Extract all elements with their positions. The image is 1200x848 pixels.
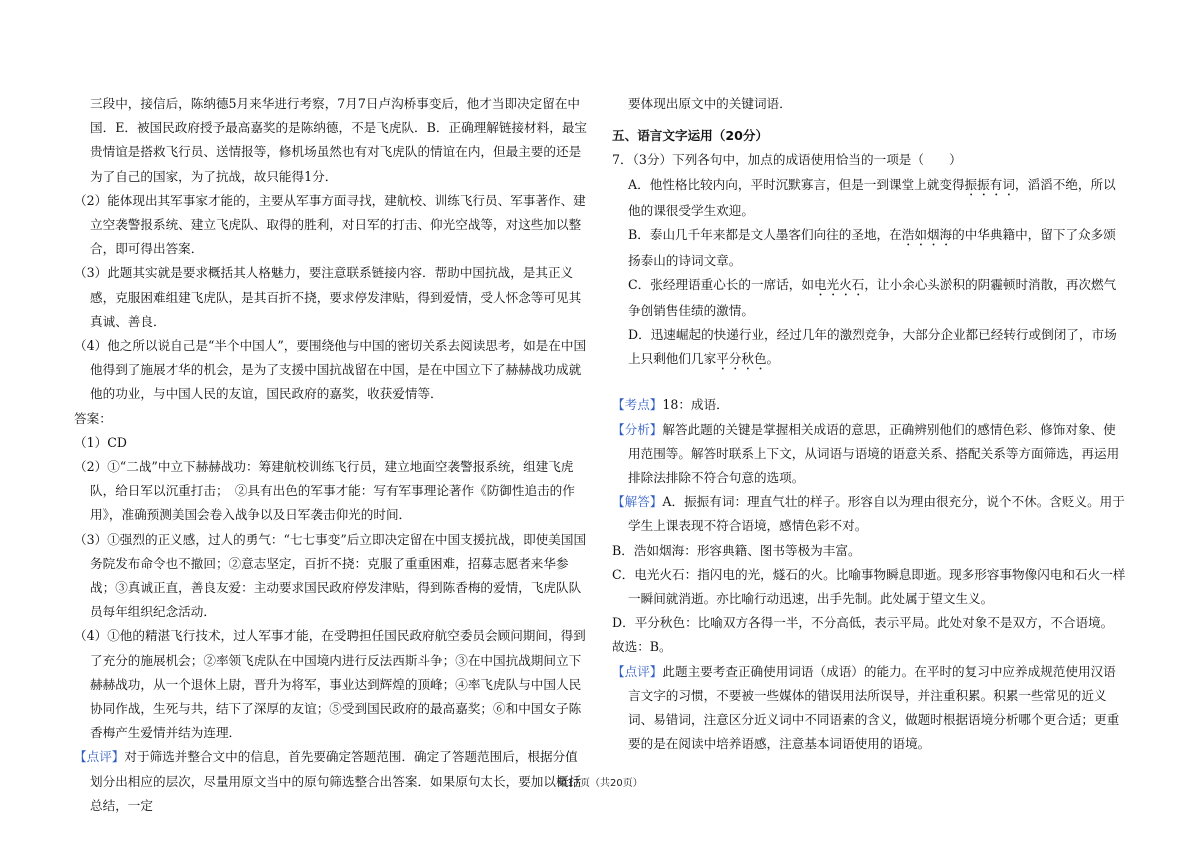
option-text: ，滔滔不绝，所以他的课很受学生欢迎。 — [628, 176, 1116, 218]
comment-tag: 【点评】 — [74, 749, 125, 765]
answer-4: （4）①他的精湛飞行技术，过人军事才能，在受聘担任国民政府航空委员会顾问期间，得到了充分的施展机会；②率领飞虎队在中国境内进行反法西斯斗争；③在中国抗战期间立下赫赫战功，从一个退休上尉，晋升为将军，事业达到辉煌的顶峰；④率飞虎队与中国人民协同作战，生死与共，结下了深厚的友谊；⑤受到国民政府的最高嘉奖；⑥和中国女子陈香梅产生爱情并结为连理． — [74, 628, 586, 741]
page-footer: 第17页（共20页） — [557, 778, 643, 789]
option-text: ，让小余心头淤积的阴霾顿时消散，再次燃气争创销售佳绩的激情。 — [628, 277, 1117, 319]
paragraph: （2）能体现出其军事家才能的，主要从军事方面寻找，建航校、训练飞行员、军事著作、建立空袭警报系统、建立飞虎队、取得的胜利，对日军的打击、仰光空战等，对这些加以整合，即可得出答案． — [74, 192, 586, 257]
kaodian-text: 18：成语． — [662, 397, 729, 413]
analysis — [612, 418, 1128, 491]
comment-text: 对于筛选并整合文中的信息，首先要确定答题范围．确定了答题范围后，根据分值划分出相应的层次，尽量用原文当中的原句筛选整合出答案．如果原句太长，要加以概括总结，一定 — [90, 749, 582, 813]
solution-b: B．浩如烟海：形容典籍、图书等极为丰富。 — [612, 542, 861, 558]
kaodian — [612, 393, 1128, 417]
dotted-idiom: 振振有词 — [964, 176, 1015, 192]
option-a — [612, 173, 1128, 223]
option-text: D．迅速崛起的快递行业，经过几年的激烈竞争，大部分企业都已经转行或倒闭了，市场上只剩他们几家 — [628, 327, 1117, 367]
answer-label: 答案： — [74, 410, 112, 426]
analysis-tag: 【分析】 — [612, 421, 663, 437]
option-d — [612, 323, 1128, 373]
dotted-idiom: 平分秋色 — [716, 351, 767, 367]
solution-d: D．平分秋色：比喻双方各得一半，不分高低，表示平局。此处对象不是双方，不合语境。 — [612, 615, 1114, 631]
comment-text: 此题主要考查正确使用词语（成语）的能力。在平时的复习中应养成规范使用汉语言文字的习惯，不要被一些媒体的错误用法所误导，并注重积累。积累一些常见的近义词、易错词，注意区分近义词中不同语素的含义，做题时根据语境分析哪个更合适；更重要的是在阅读中培养语感，注意基本词语使用的语境。 — [628, 663, 1120, 752]
option-text: 的中华典籍中，留下了众多颂扬泰山的诗词文章。 — [628, 226, 1116, 268]
answer-choice: 故选：B。 — [612, 639, 672, 655]
left-column — [74, 92, 590, 818]
answer-1: （1）CD — [74, 434, 127, 450]
solution — [612, 490, 1128, 538]
paragraph: （4）他之所以说自己是“半个中国人”，要围绕他与中国的密切关系去阅读思考，如是在中国他得到了施展才华的机会，是为了支援中国抗战留在中国，是在中国立下了赫赫战功成就他的功业，与中国人民的友谊，国民政府的嘉奖，收获爱情等． — [74, 338, 587, 402]
question-7: 7．（3分）下列各句中，加点的成语使用恰当的一项是（ ） — [612, 152, 962, 168]
option-b — [612, 223, 1128, 273]
solution-c: C．电光火石：指闪电的光，燧石的火。比喻事物瞬息即逝。现多形容事物像闪电和石火一样一瞬间就消逝。亦比喻行动迅速，出手先制。此处属于望文生义。 — [612, 566, 1126, 607]
answer-2: （2）①“二战”中立下赫赫战功：筹建航校训练飞行员，建立地面空袭警报系统，组建飞虎队，给日军以沉重打击； ②具有出色的军事才能：写有军事理论著作《防御性追击的作用》，准确预测美国会卷入战争以及日军袭击仰光的时间． — [74, 459, 575, 523]
paragraph: 要体现出原文中的关键词语． — [628, 96, 792, 111]
kaodian-tag: 【考点】 — [612, 397, 663, 413]
solution-tag: 【解答】 — [612, 494, 663, 510]
spacer — [612, 373, 1128, 393]
option-text: 。 — [766, 351, 780, 367]
answer-3: （3）①强烈的正义感，过人的勇气：“七七事变”后立即决定留在中国支援抗战，即使美国国务院发布命令也不撤回；②意志坚定，百折不挠：克服了重重困难，招募志愿者来华参战；③真诚正直，善良友爱：主动要求国民政府停发津贴，得到陈香梅的爱情，飞虎队队员每年组织纪念活动． — [74, 531, 587, 620]
solution-text: A．振振有词：理直气壮的样子。形容自以为理由很充分，说个不休。含贬义。用于学生上课表现不符合语境，感情色彩不对。 — [628, 494, 1125, 534]
option-text: B．泰山几千年来都是文人墨客们向往的圣地，在 — [628, 226, 902, 242]
paragraph: 三段中，接信后，陈纳德5月来华进行考察，7月7日卢沟桥事变后，他才当即决定留在中国．E．被国民政府授予最高嘉奖的是陈纳德，不是飞虎队．B．正确理解链接材料，最宝贵情谊是搭救飞行员、送情报等，修机场虽然也有对飞虎队的情谊在内，但最主要的还是为了自己的国家，为了抗战，故只能得1分． — [90, 96, 588, 184]
option-text: A．他性格比较内向，平时沉默寡言，但是一到课堂上就变得 — [628, 176, 965, 192]
analysis-text: 解答此题的关键是掌握相关成语的意思，正确辨别他们的感情色彩、修饰对象、使用范围等。解答时联系上下文，从词语与语境的语意关系、搭配关系等方面筛选，再运用排除法排除不符合句意的选项。 — [628, 421, 1120, 486]
dotted-idiom: 浩如烟海 — [901, 226, 953, 242]
comment-tag: 【点评】 — [612, 663, 663, 679]
paragraph: （3）此题其实就是要求概括其人格魅力，要注意联系链接内容．帮助中国抗战，是其正义感，克服困难组建飞虎队，是其百折不挠，要求停发津贴，得到爱情，受人怀念等可见其真诚、善良． — [74, 265, 582, 329]
comment — [612, 660, 1128, 757]
option-text: C．张经理语重心长的一席话，如 — [628, 277, 814, 293]
option-c — [612, 273, 1128, 323]
section-title: 五、语言文字运用（20分） — [612, 128, 769, 144]
right-column — [612, 92, 1128, 756]
dotted-idiom: 电光火石 — [813, 277, 865, 293]
